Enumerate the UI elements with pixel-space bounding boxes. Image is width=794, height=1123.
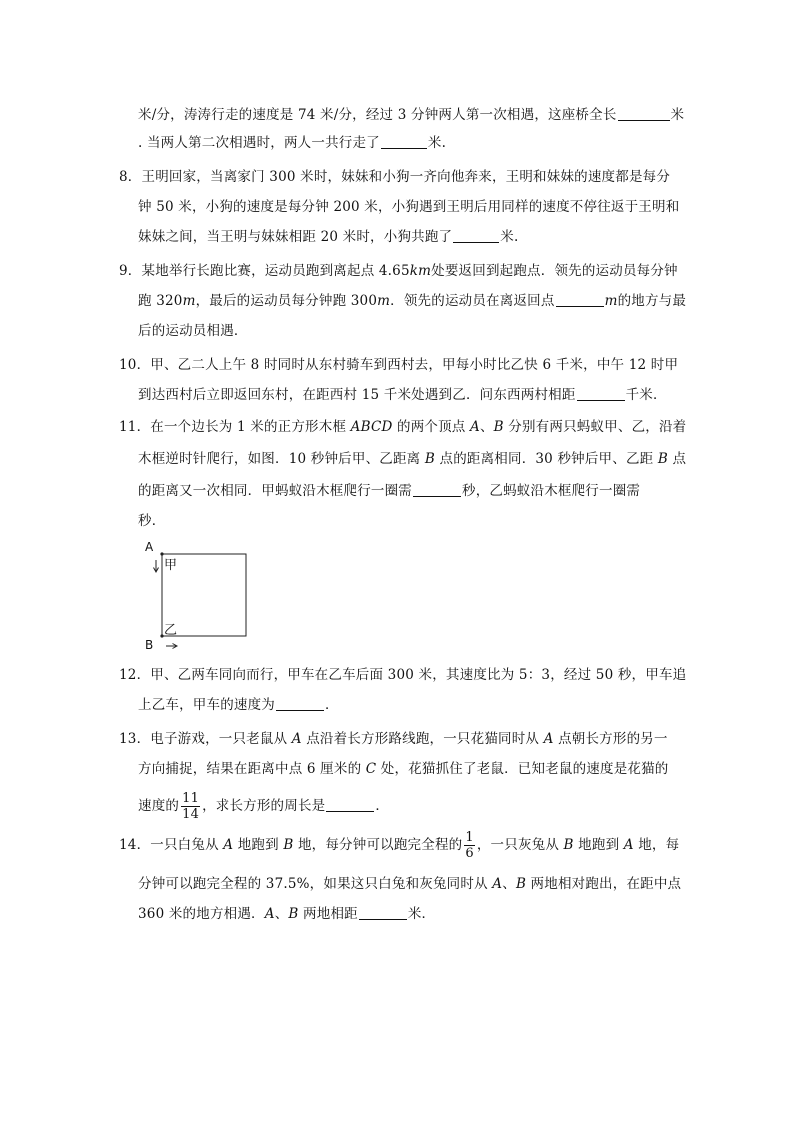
problem-8-line-3: 妹妹之间，当王明与妹妹相距 20 米时，小狗共跑了 米. bbox=[138, 229, 519, 245]
problem-7-line-1: 米/分，涛涛行走的速度是 74 米/分，经过 3 分钟两人第一次相遇，这座桥全长 米 bbox=[138, 107, 685, 123]
problem-12-line-1: 12．甲、乙两车同向而行，甲车在乙车后面 300 米，其速度比为 5：3，经过 50 秒，甲车追 bbox=[119, 667, 687, 683]
problem-8-line-2: 钟 50 米，小狗的速度是每分钟 200 米，小狗遇到王明后用同样的速度不停往返于王明和 bbox=[138, 199, 680, 215]
problem-12-line-2: 上乙车，甲车的速度为 ． bbox=[138, 697, 339, 713]
problem-9-line-1: 9．某地举行长跑比赛，运动员跑到离起点 4.65km处要返回到起跑点．领先的运动员每分钟 bbox=[119, 263, 678, 279]
answer-blank[interactable] bbox=[413, 482, 461, 497]
answer-blank[interactable] bbox=[276, 696, 324, 711]
problem-14-line-3: 360 米的地方相遇．A、B 两地相距 米． bbox=[138, 906, 436, 922]
ant-jia-label: 甲 bbox=[164, 558, 178, 573]
fraction-1-6: $\frac{1}{6}$ bbox=[465, 830, 474, 861]
problem-14-line-2: 分钟可以跑完全程的 37.5%，如果这只白兔和灰兔同时从 A、B 两地相对跑出，在距中点 bbox=[138, 876, 682, 892]
problem-7-line-2: . 当两人第二次相遇时，两人一共行走了 米. bbox=[138, 135, 447, 151]
problem-11-line-3: 的距离又一次相同．甲蚂蚁沿木框爬行一圈需 秒，乙蚂蚁沿木框爬行一圈需 bbox=[138, 483, 641, 499]
arrow-down-icon bbox=[154, 560, 159, 572]
problem-10-line-1: 10．甲、乙二人上午 8 时同时从东村骑车到西村去，甲每小时比乙快 6 千米，中午 12 时甲 bbox=[119, 357, 679, 373]
problem-11-line-2: 木框逆时针爬行，如图．10 秒钟后甲、乙距离 B 点的距离相同．30 秒钟后甲、乙距 B 点 bbox=[138, 451, 687, 467]
problem-9-line-3: 后的运动员相遇． bbox=[138, 323, 248, 339]
answer-blank[interactable] bbox=[556, 292, 604, 307]
problem-13-line-3: 速度的 $\frac{11}{14}$ ，求长方形的周长是 ． bbox=[138, 791, 390, 822]
problem-13-line-1: 13．电子游戏，一只老鼠从 A 点沿着长方形路线跑，一只花猫同时从 A 点朝长方形的另一 bbox=[119, 731, 668, 747]
vertex-a-dot bbox=[160, 552, 163, 555]
answer-blank[interactable] bbox=[359, 905, 407, 920]
vertex-b-label: B bbox=[145, 638, 154, 652]
problem-10-line-2: 到达西村后立即返回东村，在距西村 15 千米处遇到乙．问东西两村相距 千米． bbox=[138, 387, 667, 403]
problem-9-line-2: 跑 320m，最后的运动员每分钟跑 300m．领先的运动员在离返回点 m的地方与最 bbox=[138, 293, 687, 309]
answer-blank[interactable] bbox=[618, 106, 670, 121]
arrow-right-icon bbox=[166, 644, 177, 649]
problem-11-line-1: 11．在一个边长为 1 米的正方形木框 ABCD 的两个顶点 A、B 分别有两只蚂蚁甲、乙，沿着 bbox=[119, 419, 687, 435]
problem-14-line-1: 14．一只白兔从 A 地跑到 B 地，每分钟可以跑完全程的 $\frac{1}{6}$ ，一只灰兔从 B 地跑到 A 地，每 bbox=[119, 830, 680, 861]
vertex-a-label: A bbox=[145, 540, 154, 554]
square-frame-figure bbox=[138, 536, 258, 656]
problem-11-line-4: 秒． bbox=[138, 513, 166, 529]
problem-13-line-2: 方向捕捉，结果在距离中点 6 厘米的 C 处，花猫抓住了老鼠．已知老鼠的速度是花猫的 bbox=[138, 761, 669, 777]
answer-blank[interactable] bbox=[326, 797, 374, 812]
ant-yi-label: 乙 bbox=[164, 623, 178, 638]
answer-blank[interactable] bbox=[381, 134, 427, 149]
fraction-11-14: $\frac{11}{14}$ bbox=[182, 791, 200, 822]
answer-blank[interactable] bbox=[453, 228, 499, 243]
problem-8-line-1: 8．王明回家，当离家门 300 米时，妹妹和小狗一齐向他奔来，王明和妹妹的速度都是每分 bbox=[119, 169, 671, 185]
answer-blank[interactable] bbox=[577, 386, 625, 401]
